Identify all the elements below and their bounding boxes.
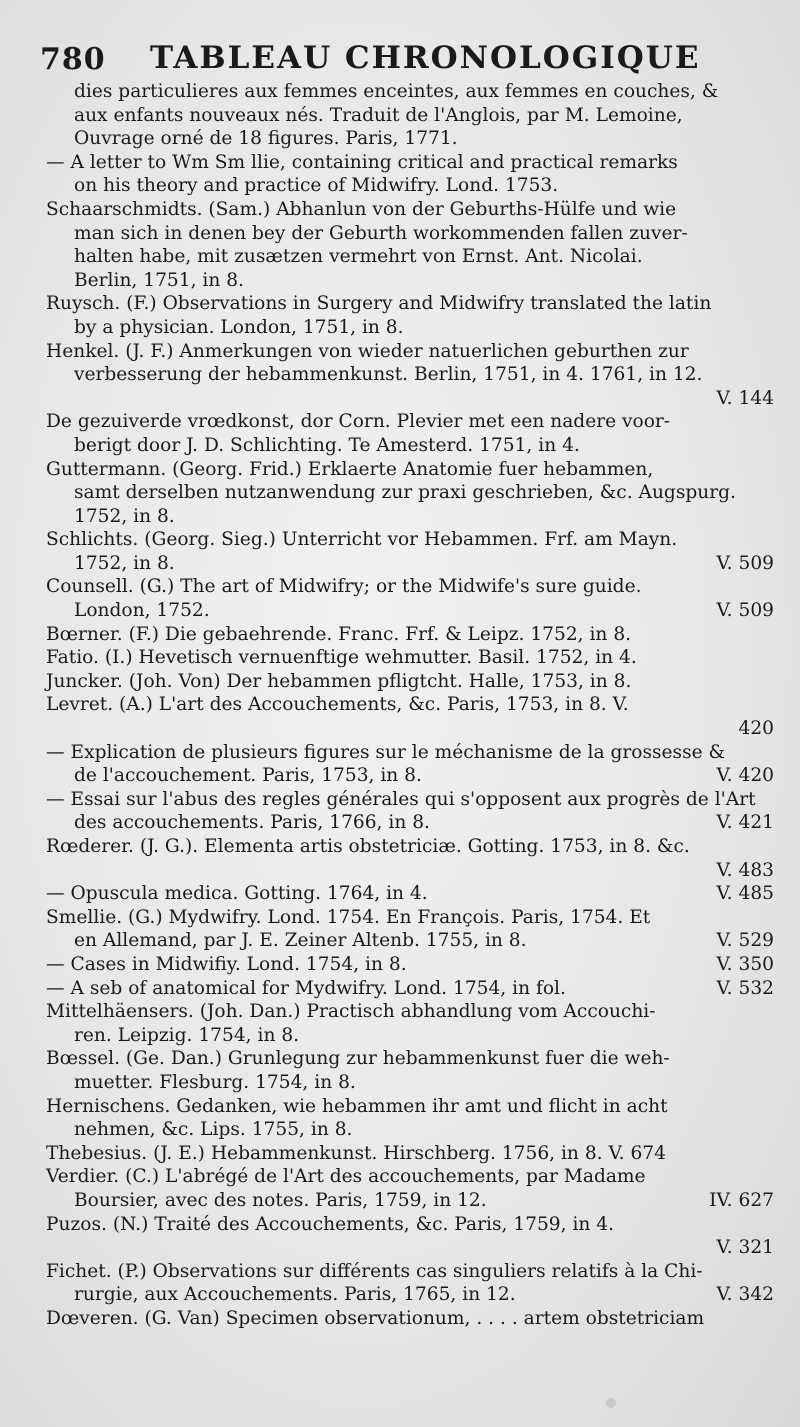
text-line: Schlichts. (Georg. Sieg.) Unterricht vor Hebammen. Frf. am Mayn. (46, 529, 678, 551)
text-line: — Cases in Midwifiy. Lond. 1754, in 8. V. 350 (46, 953, 774, 975)
text-line: Thebesius. (J. E.) Hebammenkunst. Hirschberg. 1756, in 8. V. 674 (46, 1142, 666, 1164)
text-line: — Essai sur l'abus des regles générales qui s'opposent aux progrès de l'Art (46, 788, 756, 810)
text-line: rurgie, aux Accouchements. Paris, 1765, in 12. V. 342 (74, 1284, 774, 1306)
text-line: Ruysch. (F.) Observations in Surgery and Midwifry translated the latin (46, 293, 712, 315)
text-line: ren. Leipzig. 1754, in 8. (74, 1024, 300, 1046)
text-line: Fichet. (P.) Observations sur différents cas singuliers relatifs à la Chi- (46, 1260, 703, 1282)
text-line: Hernischens. Gedanken, wie hebammen ihr amt und flicht in acht (46, 1095, 668, 1117)
text-line: Fatio. (I.) Hevetisch vernuenftige wehmutter. Basil. 1752, in 4. (46, 647, 637, 669)
text-line: 1752, in 8. V. 509 (74, 552, 774, 574)
text-line: London, 1752. V. 509 (74, 600, 774, 622)
text-line: halten habe, mit zusætzen vermehrt von Ernst. Ant. Nicolai. (74, 246, 643, 268)
text-line: nehmen, &c. Lips. 1755, in 8. (74, 1119, 353, 1141)
text-line: Berlin, 1751, in 8. (74, 269, 244, 291)
text-line: Guttermann. (Georg. Frid.) Erklaerte Anatomie fuer hebammen, (46, 458, 654, 480)
text-line: — Opuscula medica. Gotting. 1764, in 4. V. 485 (46, 883, 774, 905)
text-line: Ouvrage orné de 18 figures. Paris, 1771. (74, 128, 458, 150)
bibliography-entries (46, 80, 778, 1330)
text-line: De gezuiverde vrœdkonst, dor Corn. Plevier met een nadere voor- (46, 411, 671, 433)
text-line: Verdier. (C.) L'abrégé de l'Art des accouchements, par Madame (46, 1166, 646, 1188)
text-line: de l'accouchement. Paris, 1753, in 8. V. 420 (74, 765, 774, 787)
text-line: muetter. Flesburg. 1754, in 8. (74, 1071, 356, 1093)
text-line: Levret. (A.) L'art des Accouchements, &c. Paris, 1753, in 8. V. (46, 694, 629, 716)
text-line: Juncker. (Joh. Von) Der hebammen pfligtcht. Halle, 1753, in 8. (46, 670, 632, 692)
page-number: 780 (40, 42, 106, 77)
text-line: by a physician. London, 1751, in 8. (74, 316, 404, 338)
text-line: Dœveren. (G. Van) Specimen observationum, . . . . artem obstetriciam (46, 1307, 705, 1329)
text-line: Henkel. (J. F.) Anmerkungen von wieder natuerlichen geburthen zur (46, 340, 689, 362)
text-line: Puzos. (N.) Traité des Accouchements, &c. Paris, 1759, in 4. (46, 1213, 615, 1235)
text-line: Counsell. (G.) The art of Midwifry; or the Midwife's sure guide. (46, 576, 642, 598)
text-line: — A letter to Wm Sm llie, containing critical and practical remarks (46, 151, 678, 173)
text-line: en Allemand, par J. E. Zeiner Altenb. 1755, in 8. V. 529 (74, 930, 774, 952)
text-line: — Explication de plusieurs figures sur le méchanisme de la grossesse & (46, 741, 726, 763)
page-header (40, 38, 780, 78)
text-line: 1752, in 8. (74, 505, 175, 527)
text-line: man sich in denen bey der Geburth workommenden fallen zuver- (74, 222, 688, 244)
text-line: berigt door J. D. Schlichting. Te Amesterd. 1751, in 4. (74, 434, 580, 456)
text-line: V. 321 (716, 1237, 774, 1259)
text-line: 420 (738, 718, 774, 740)
text-line: Bœssel. (Ge. Dan.) Grunlegung zur hebammenkunst fuer die weh- (46, 1048, 670, 1070)
text-line: aux enfants nouveaux nés. Traduit de l'Anglois, par M. Lemoine, (74, 104, 683, 126)
text-line: samt derselben nutzanwendung zur praxi geschrieben, &c. Augspurg. (74, 482, 736, 504)
running-title: TABLEAU CHRONOLOGIQUE (150, 40, 701, 76)
text-line: on his theory and practice of Midwifry. Lond. 1753. (74, 175, 559, 197)
text-line: verbesserung der hebammenkunst. Berlin, 1751, in 4. 1761, in 12. (74, 364, 703, 386)
text-line: Rœderer. (J. G.). Elementa artis obstetriciæ. Gotting. 1753, in 8. &c. (46, 836, 690, 857)
text-line: V. 483 (716, 859, 774, 881)
text-line: Schaarschmidts. (Sam.) Abhanlun von der Geburths-Hülfe und wie (46, 198, 677, 220)
text-line: des accouchements. Paris, 1766, in 8. V. 421 (74, 812, 774, 834)
text-line: V. 144 (716, 387, 774, 409)
text-line: dies particulieres aux femmes enceintes, aux femmes en couches, & (74, 81, 719, 102)
paper-blemish (606, 1398, 616, 1408)
text-line: Boursier, avec des notes. Paris, 1759, in 12. IV. 627 (74, 1189, 774, 1211)
text-line: Bœrner. (F.) Die gebaehrende. Franc. Frf. & Leipz. 1752, in 8. (46, 623, 632, 645)
text-line: Smellie. (G.) Mydwifry. Lond. 1754. En François. Paris, 1754. Et (46, 906, 651, 928)
text-line: — A seb of anatomical for Mydwifry. Lond. 1754, in fol. V. 532 (46, 977, 774, 999)
text-line: Mittelhäensers. (Joh. Dan.) Practisch abhandlung vom Accouchi- (46, 1001, 656, 1023)
